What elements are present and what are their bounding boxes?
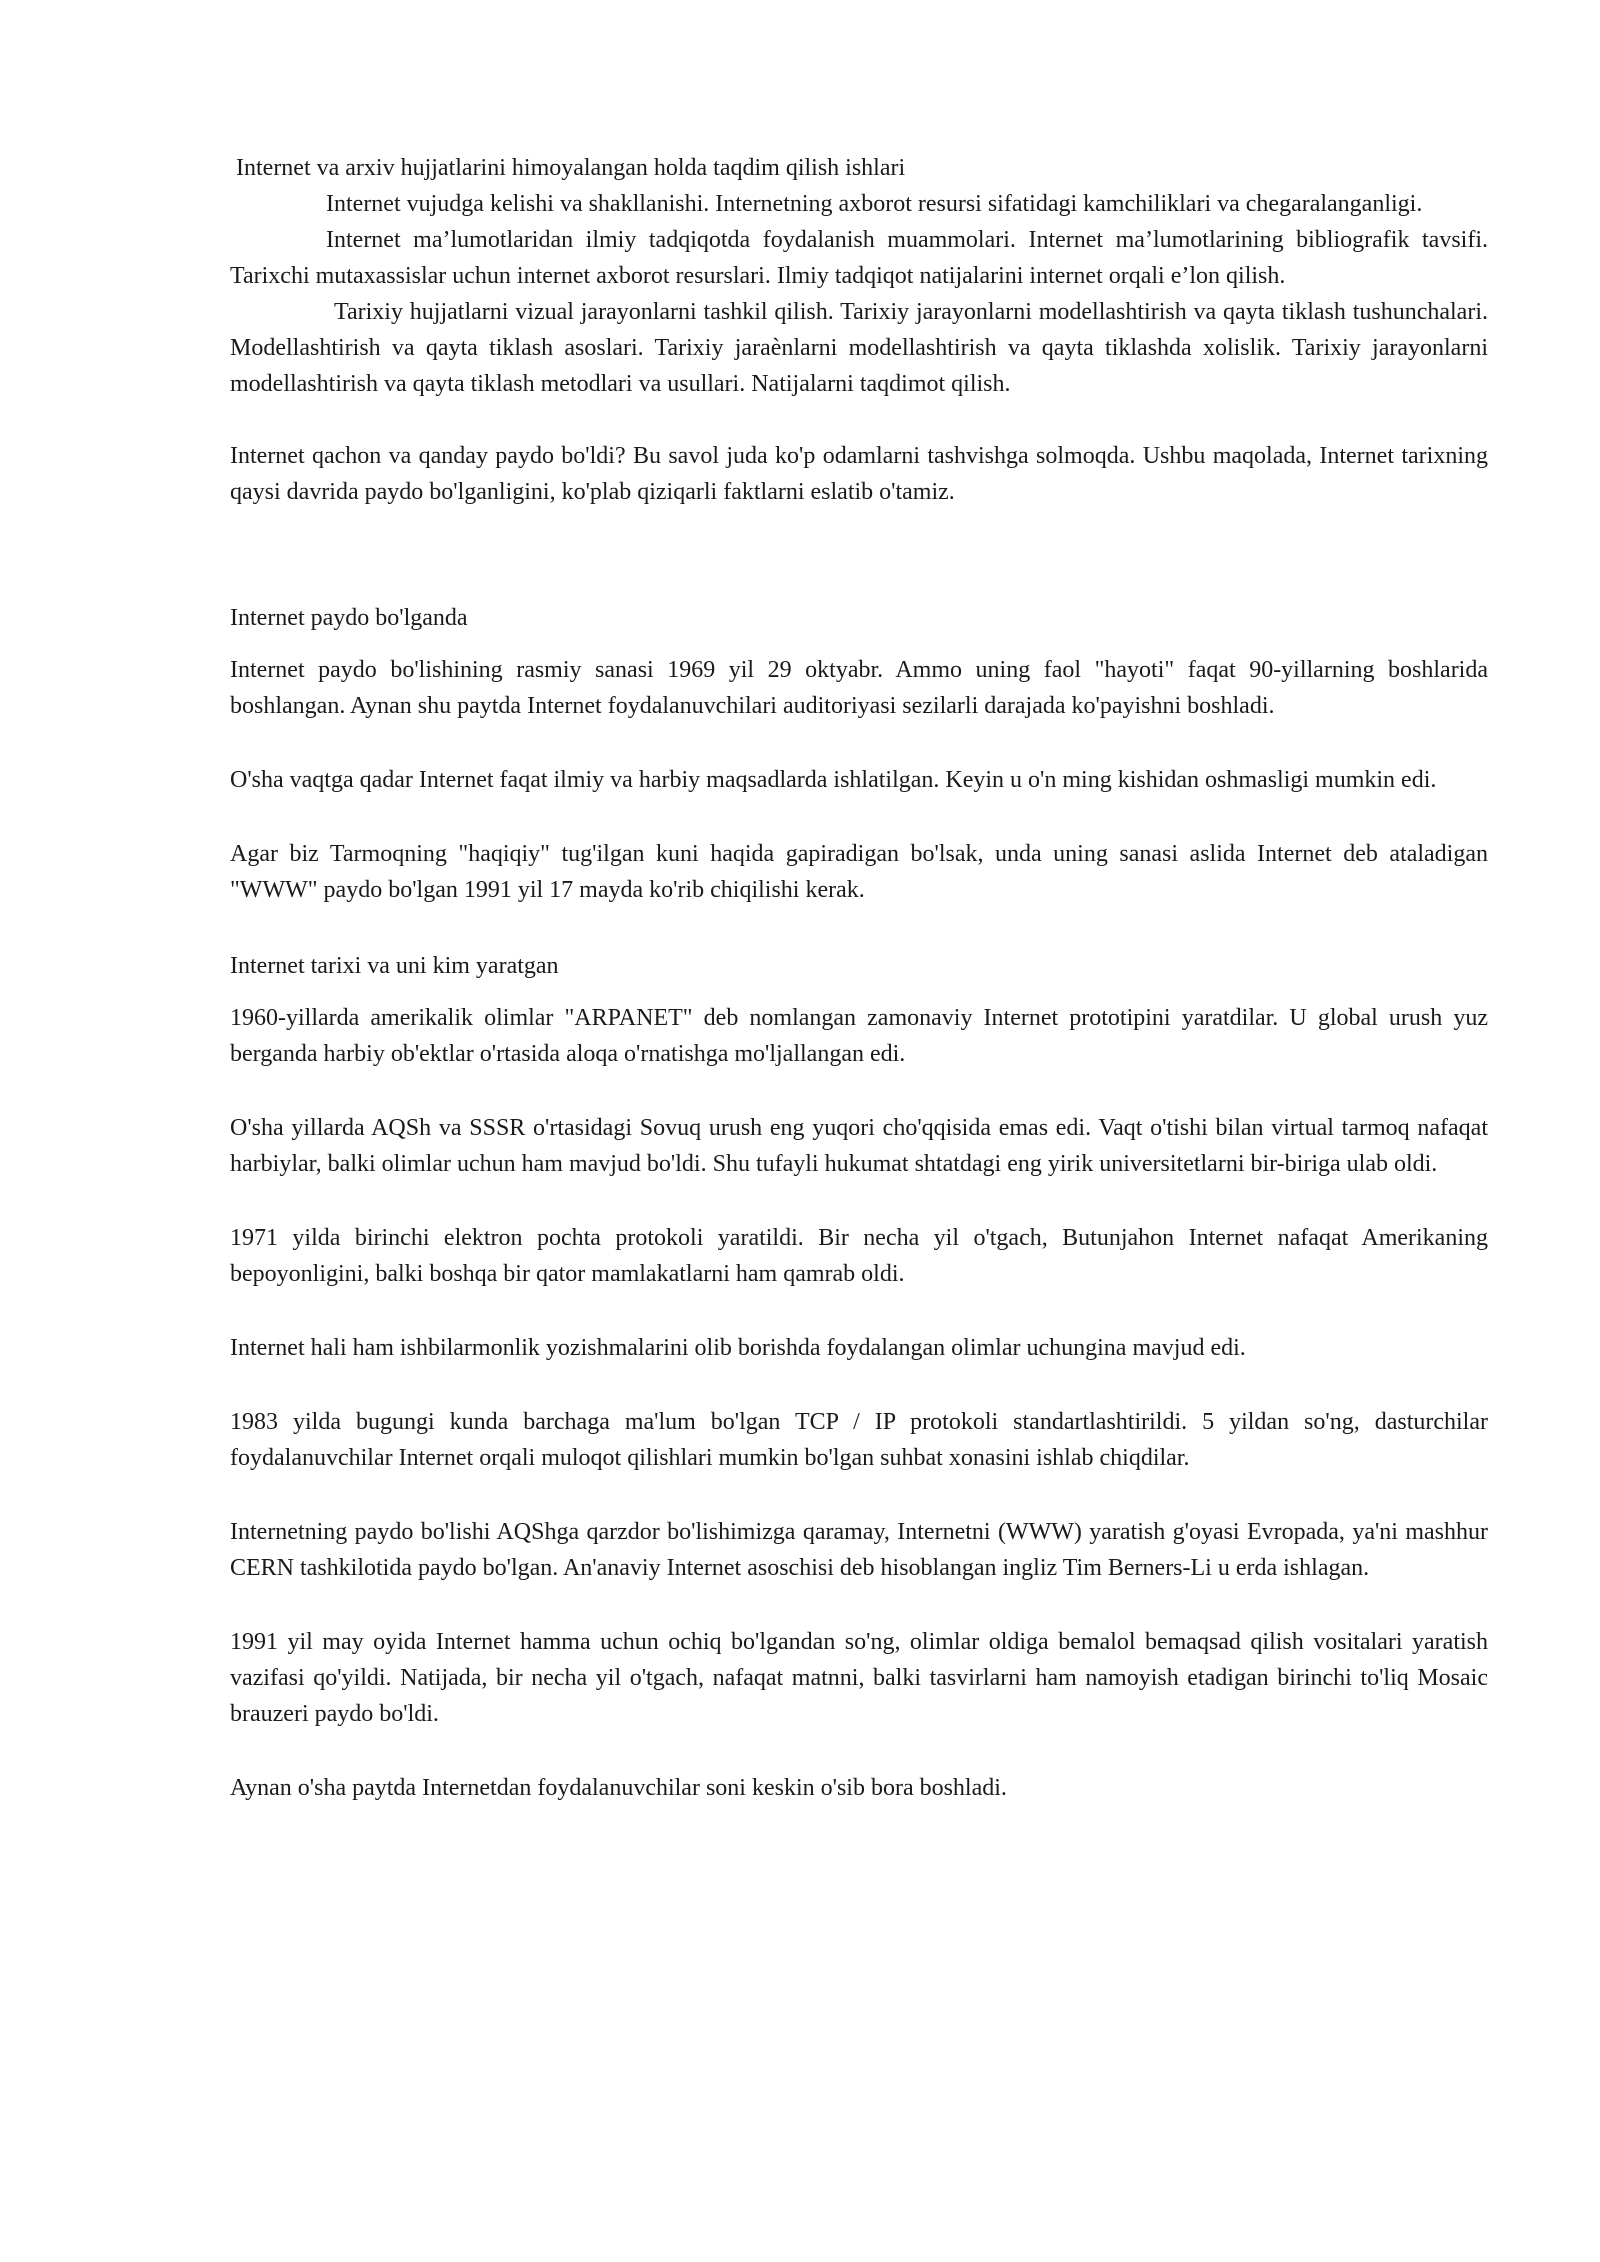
section2-paragraph: 1971 yilda birinchi elektron pochta protokoli yaratildi. Bir necha yil o'tgach, Butunjahon Internet nafaqat Amerikaning bepoyonligini, balki boshqa bir qator mamlakatlarni ham qamrab oldi. bbox=[230, 1225, 1488, 1287]
section1-paragraph: Agar biz Tarmoqning "haqiqiy" tug'ilgan kuni haqida gapiradigan bo'lsak, unda uning sanasi aslida Internet deb ataladigan "WWW" paydo bo'lgan 1991 yil 17 mayda ko'rib chiqilishi kerak. bbox=[230, 841, 1488, 903]
outline-item-1: Internet vujudga kelishi va shakllanishi. Internetning axborot resursi sifatidagi kamchiliklari va chegaralanganligi. bbox=[326, 191, 1423, 217]
outline-item-3: Tarixiy hujjatlarni vizual jarayonlarni tashkil qilish. Tarixiy jarayonlarni modellashtirish va qayta tiklash tushunchalari. Modellashtirish va qayta tiklash asoslari. Tarixiy jaraènlarni modellashtirish va qayta tiklashda xolislik. Tarixiy jarayonlarni modellashtirish va qayta tiklash metodlari va usullari. Natijalarni taqdimot qilish. bbox=[230, 299, 1488, 397]
section-heading-2: Internet tarixi va uni kim yaratgan bbox=[230, 953, 559, 979]
section2-paragraph: 1960-yillarda amerikalik olimlar "ARPANET" deb nomlangan zamonaviy Internet prototipini yaratdilar. U global urush yuz berganda harbiy ob'ektlar o'rtasida aloqa o'rnatishga mo'ljallangan edi. bbox=[230, 1005, 1488, 1067]
document-body bbox=[230, 150, 1488, 1806]
outline-item-2: Internet ma’lumotlaridan ilmiy tadqiqotda foydalanish muammolari. Internet ma’lumotlarining bibliografik tavsifi. Tarixchi mutaxassislar uchun internet axborot resurslari. Ilmiy tadqiqot natijalarini internet orqali e’lon qilish. bbox=[230, 227, 1488, 289]
section1-paragraph: O'sha vaqtga qadar Internet faqat ilmiy va harbiy maqsadlarda ishlatilgan. Keyin u o'n ming kishidan oshmasligi mumkin edi. bbox=[230, 767, 1437, 793]
section1-paragraph: Internet paydo bo'lishining rasmiy sanasi 1969 yil 29 oktyabr. Ammo uning faol "hayoti" faqat 90-yillarning boshlarida boshlangan. Aynan shu paytda Internet foydalanuvchilari auditoriyasi sezilarli darajada ko'payishni boshladi. bbox=[230, 657, 1488, 719]
section2-paragraph: 1983 yilda bugungi kunda barchaga ma'lum bo'lgan TCP / IP protokoli standartlashtirildi. 5 yildan so'ng, dasturchilar foydalanuvchilar Internet orqali muloqot qilishlari mumkin bo'lgan suhbat xonasini ishlab chiqdilar. bbox=[230, 1409, 1488, 1471]
section-heading-1: Internet paydo bo'lganda bbox=[230, 605, 468, 631]
section2-paragraph: Internetning paydo bo'lishi AQShga qarzdor bo'lishimizga qaramay, Internetni (WWW) yaratish g'oyasi Evropada, ya'ni mashhur CERN tashkilotida paydo bo'lgan. An'anaviy Internet asoschisi deb hisoblangan ingliz Tim Berners-Li u erda ishlagan. bbox=[230, 1519, 1488, 1581]
document-title: Internet va arxiv hujjatlarini himoyalangan holda taqdim qilish ishlari bbox=[236, 155, 906, 181]
intro-paragraph: Internet qachon va qanday paydo bo'ldi? Bu savol juda ko'p odamlarni tashvishga solmoqda. Ushbu maqolada, Internet tarixning qaysi davrida paydo bo'lganligini, ko'plab qiziqarli faktlarni eslatib o'tamiz. bbox=[230, 443, 1488, 505]
section2-paragraph: O'sha yillarda AQSh va SSSR o'rtasidagi Sovuq urush eng yuqori cho'qqisida emas edi. Vaqt o'tishi bilan virtual tarmoq nafaqat harbiylar, balki olimlar uchun ham mavjud bo'ldi. Shu tufayli hukumat shtatdagi eng yirik universitetlarni bir-biriga ulab oldi. bbox=[230, 1115, 1488, 1177]
section2-paragraph: Aynan o'sha paytda Internetdan foydalanuvchilar soni keskin o'sib bora boshladi. bbox=[230, 1775, 1007, 1801]
section2-paragraph: 1991 yil may oyida Internet hamma uchun ochiq bo'lgandan so'ng, olimlar oldiga bemalol bemaqsad qilish vositalari yaratish vazifasi qo'yildi. Natijada, bir necha yil o'tgach, nafaqat matnni, balki tasvirlarni ham namoyish etadigan birinchi to'liq Mosaic brauzeri paydo bo'ldi. bbox=[230, 1629, 1488, 1727]
section2-paragraph: Internet hali ham ishbilarmonlik yozishmalarini olib borishda foydalangan olimlar uchungina mavjud edi. bbox=[230, 1335, 1246, 1361]
